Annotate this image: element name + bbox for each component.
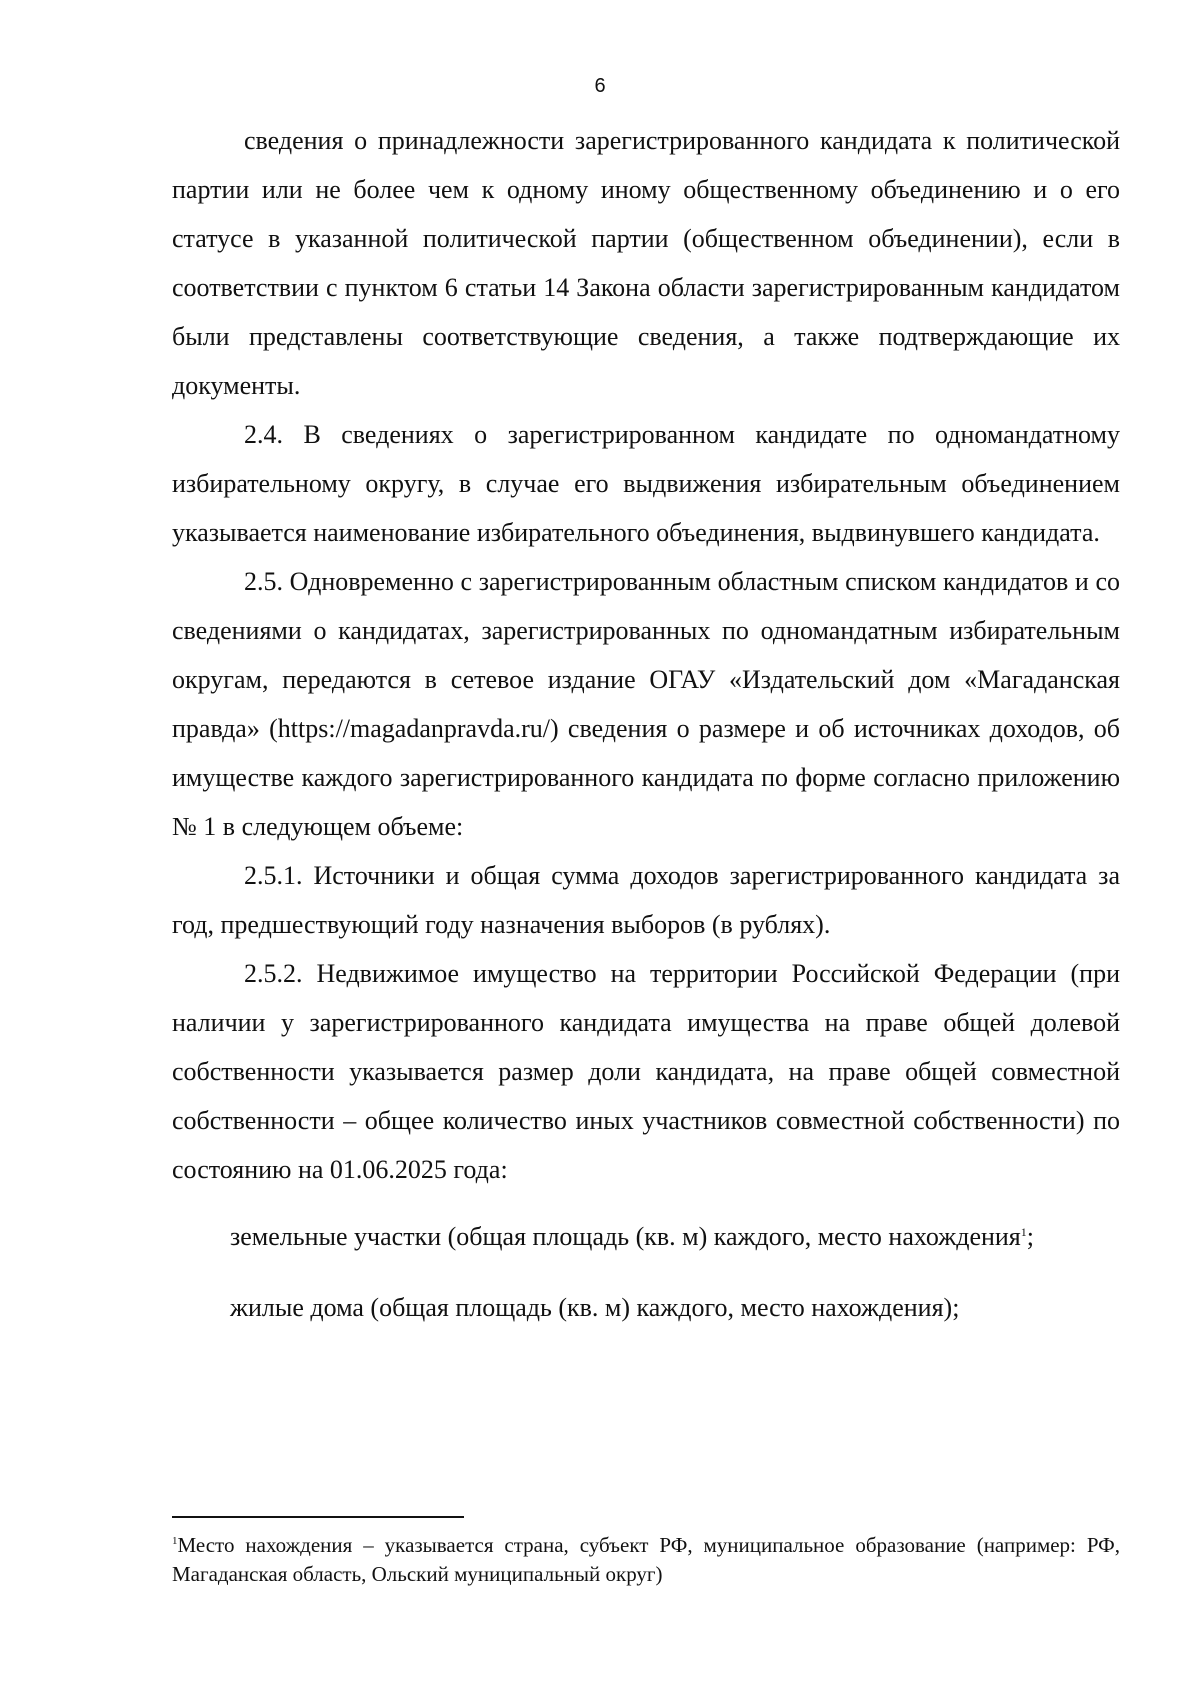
footnote-reference: 1 xyxy=(1020,1225,1027,1239)
list-item-land-text: земельные участки (общая площадь (кв. м) каждого, место нахождения xyxy=(230,1222,1021,1251)
list-item-land-plots xyxy=(172,1212,1120,1261)
paragraph-2-5: 2.5. Одновременно с зарегистрированным областным списком кандидатов и со сведениями о кандидатах, зарегистрированных по одномандатным избирательным округам, передаются в сетевое издание ОГАУ «Издательский дом «Магаданская правда» (https://magadanpravda.ru/) сведения о размере и об источниках доходов, об имуществе каждого зарегистрированного кандидата по форме согласно приложению № 1 в следующем объеме: xyxy=(172,567,1120,841)
footnote-separator xyxy=(172,1516,464,1518)
paragraph-2-5-1: 2.5.1. Источники и общая сумма доходов зарегистрированного кандидата за год, предшествующий году назначения выборов (в рублях). xyxy=(172,861,1120,939)
list-item-land-end: ; xyxy=(1026,1222,1034,1251)
paragraph-2-4: 2.4. В сведениях о зарегистрированном кандидате по одномандатному избирательному округу, в случае его выдвижения избирательным объединением указывается наименование избирательного объединения, выдвинувшего кандидата. xyxy=(172,420,1120,547)
page-number: 6 xyxy=(594,75,606,97)
footnote-text: Место нахождения – указывается страна, субъект РФ, муниципальное образование (например: РФ, Магаданская область, Ольский муниципальный округ) xyxy=(172,1533,1120,1586)
footnote xyxy=(172,1531,1120,1589)
list-item-houses: жилые дома (общая площадь (кв. м) каждого, место нахождения); xyxy=(230,1293,960,1322)
paragraph-2-5-2: 2.5.2. Недвижимое имущество на территории Российской Федерации (при наличии у зарегистрированного кандидата имущества на праве общей долевой собственности указывается размер доли кандидата, на праве общей совместной собственности – общее количество иных участников совместной собственности) по состоянию на 01.06.2025 года: xyxy=(172,959,1120,1184)
footnote-marker: 1 xyxy=(172,1535,178,1547)
paragraph-party-affiliation: сведения о принадлежности зарегистрированного кандидата к политической партии или не более чем к одному иному общественному объединению и о его статусе в указанной политической партии (общественном объединении), если в соответствии с пунктом 6 статьи 14 Закона области зарегистрированным кандидатом были представлены соответствующие сведения, а также подтверждающие их документы. xyxy=(172,126,1120,400)
document-body xyxy=(172,116,1120,1332)
